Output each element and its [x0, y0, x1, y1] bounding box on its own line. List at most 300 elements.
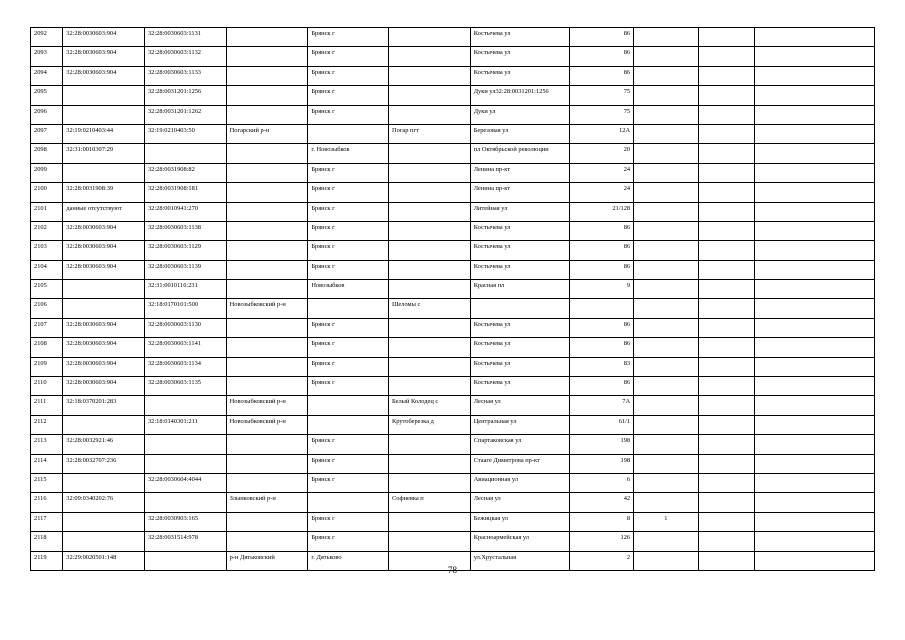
cell-row-number: 2109 — [31, 357, 63, 376]
cell-city — [308, 124, 389, 143]
cell-district — [226, 66, 308, 85]
cell-cadastral-quarter — [63, 280, 145, 299]
cell-settlement: Софиевка п — [388, 493, 470, 512]
cell-street: Центральная ул — [470, 415, 569, 434]
cell-house: 12А — [569, 124, 634, 143]
table-row — [31, 377, 875, 396]
cell-city: г. Дятьково — [308, 551, 389, 570]
cell-city: Брянск г — [308, 435, 389, 454]
cell-apartment — [698, 124, 754, 143]
cell-note — [754, 512, 875, 531]
cell-settlement — [388, 338, 470, 357]
cell-city: Брянск г — [308, 377, 389, 396]
cell-cadastral-number: 32:19:0210403:50 — [144, 124, 226, 143]
cell-district — [226, 280, 308, 299]
cell-note — [754, 183, 875, 202]
cell-cadastral-quarter: 32:28:0030603:904 — [63, 28, 145, 47]
table-row — [31, 532, 875, 551]
cell-building — [634, 473, 699, 492]
cell-house: 83 — [569, 357, 634, 376]
cell-district: р-н Дятьковский — [226, 551, 308, 570]
cell-street: Костычева ул — [470, 338, 569, 357]
table-row — [31, 435, 875, 454]
cell-apartment — [698, 299, 754, 318]
cell-house: 21/128 — [569, 202, 634, 221]
cell-house: 42 — [569, 493, 634, 512]
cell-city: Брянск г — [308, 86, 389, 105]
cell-building — [634, 435, 699, 454]
cell-district — [226, 144, 308, 163]
cell-apartment — [698, 28, 754, 47]
cell-house: 86 — [569, 241, 634, 260]
cell-city: Брянск г — [308, 454, 389, 473]
table-row — [31, 221, 875, 240]
cell-cadastral-number: 32:28:0030603:1139 — [144, 260, 226, 279]
cell-house: 86 — [569, 28, 634, 47]
cell-cadastral-quarter: 32:28:0030603:904 — [63, 66, 145, 85]
cell-house: 75 — [569, 86, 634, 105]
cell-settlement: Крутоберезка д — [388, 415, 470, 434]
cell-district — [226, 105, 308, 124]
cell-house: 24 — [569, 163, 634, 182]
table-row — [31, 105, 875, 124]
cell-cadastral-quarter: 32:28:0030603:904 — [63, 357, 145, 376]
cell-cadastral-quarter: 32:28:0030603:904 — [63, 47, 145, 66]
cell-city: Брянск г — [308, 163, 389, 182]
cell-cadastral-quarter: 32:28:0031908:39 — [63, 183, 145, 202]
cell-building — [634, 493, 699, 512]
table-row — [31, 66, 875, 85]
cell-apartment — [698, 221, 754, 240]
cell-cadastral-quarter — [63, 473, 145, 492]
cell-settlement — [388, 66, 470, 85]
cell-cadastral-number — [144, 396, 226, 415]
table-row — [31, 163, 875, 182]
cell-city: г. Новозыбков — [308, 144, 389, 163]
cell-house: 9 — [569, 280, 634, 299]
cell-city: Новозыбков — [308, 280, 389, 299]
cell-row-number: 2107 — [31, 318, 63, 337]
cell-cadastral-number: 32:28:0031201:1262 — [144, 105, 226, 124]
cell-city — [308, 415, 389, 434]
cell-note — [754, 415, 875, 434]
cell-street: Костычева ул — [470, 66, 569, 85]
cell-apartment — [698, 183, 754, 202]
cell-row-number: 2102 — [31, 221, 63, 240]
cell-district — [226, 338, 308, 357]
cell-settlement — [388, 454, 470, 473]
cell-house: 198 — [569, 454, 634, 473]
cell-building — [634, 47, 699, 66]
cell-cadastral-number: 32:28:0031908:181 — [144, 183, 226, 202]
cell-building — [634, 144, 699, 163]
cell-note — [754, 377, 875, 396]
cell-street: Костычева ул — [470, 47, 569, 66]
cell-row-number: 2105 — [31, 280, 63, 299]
cell-note — [754, 299, 875, 318]
cell-district — [226, 512, 308, 531]
cell-row-number: 2108 — [31, 338, 63, 357]
cell-street: Костычева ул — [470, 260, 569, 279]
cell-apartment — [698, 435, 754, 454]
cell-street: Литейная ул — [470, 202, 569, 221]
cell-district — [226, 532, 308, 551]
cell-cadastral-number: 32:28:0030603:1133 — [144, 66, 226, 85]
cell-building — [634, 377, 699, 396]
cell-note — [754, 28, 875, 47]
table-row — [31, 124, 875, 143]
table-body — [31, 28, 875, 571]
cell-street: пл Октябрьской революции — [470, 144, 569, 163]
cell-city — [308, 493, 389, 512]
cell-settlement — [388, 221, 470, 240]
cell-house: 198 — [569, 435, 634, 454]
cell-row-number: 2104 — [31, 260, 63, 279]
cell-apartment — [698, 163, 754, 182]
cell-district — [226, 473, 308, 492]
cell-cadastral-number: 32:28:0030603:1131 — [144, 28, 226, 47]
cell-note — [754, 493, 875, 512]
cell-district — [226, 28, 308, 47]
cell-apartment — [698, 318, 754, 337]
cell-house: 75 — [569, 105, 634, 124]
cell-district — [226, 318, 308, 337]
cell-building: 1 — [634, 512, 699, 531]
cell-cadastral-quarter — [63, 105, 145, 124]
data-table — [30, 27, 875, 571]
table-row — [31, 183, 875, 202]
cell-street: Бежицкая ул — [470, 512, 569, 531]
cell-street: Авиационная ул — [470, 473, 569, 492]
cell-apartment — [698, 454, 754, 473]
cell-row-number: 2115 — [31, 473, 63, 492]
cell-city: Брянск г — [308, 532, 389, 551]
cell-district — [226, 357, 308, 376]
cell-apartment — [698, 532, 754, 551]
cell-cadastral-quarter: 32:31:0010307:29 — [63, 144, 145, 163]
cell-note — [754, 396, 875, 415]
cell-building — [634, 299, 699, 318]
cell-settlement — [388, 532, 470, 551]
cell-settlement — [388, 86, 470, 105]
cell-apartment — [698, 144, 754, 163]
cell-settlement — [388, 241, 470, 260]
cell-building — [634, 415, 699, 434]
cell-street: Лесная ул — [470, 493, 569, 512]
cell-settlement — [388, 47, 470, 66]
cell-district — [226, 241, 308, 260]
table-row — [31, 280, 875, 299]
cell-cadastral-quarter: 32:28:0030603:904 — [63, 377, 145, 396]
cell-district — [226, 86, 308, 105]
cell-district — [226, 221, 308, 240]
cell-cadastral-number: 32:28:0030903:165 — [144, 512, 226, 531]
cell-street: Стааге Димитрова пр-кт — [470, 454, 569, 473]
cell-cadastral-number: 32:28:0030603:1130 — [144, 318, 226, 337]
cell-building — [634, 338, 699, 357]
cell-settlement: Погар пгт — [388, 124, 470, 143]
cell-street: Ленина пр-кт — [470, 183, 569, 202]
cell-district — [226, 454, 308, 473]
cell-note — [754, 338, 875, 357]
cell-cadastral-number: 32:18:0170101:500 — [144, 299, 226, 318]
cell-settlement — [388, 105, 470, 124]
cell-row-number: 2106 — [31, 299, 63, 318]
cell-building — [634, 105, 699, 124]
cell-street: Костычева ул — [470, 377, 569, 396]
cell-city: Брянск г — [308, 260, 389, 279]
cell-cadastral-quarter: 32:29:0020501:148 — [63, 551, 145, 570]
cell-cadastral-number — [144, 435, 226, 454]
cell-cadastral-quarter — [63, 299, 145, 318]
cell-settlement — [388, 28, 470, 47]
cell-settlement — [388, 280, 470, 299]
cell-building — [634, 280, 699, 299]
cell-cadastral-quarter — [63, 532, 145, 551]
cell-city: Брянск г — [308, 183, 389, 202]
cell-cadastral-quarter: 32:28:0030603:904 — [63, 338, 145, 357]
cell-cadastral-quarter — [63, 415, 145, 434]
cell-settlement — [388, 163, 470, 182]
cell-city: Брянск г — [308, 241, 389, 260]
cell-apartment — [698, 357, 754, 376]
table-row — [31, 202, 875, 221]
cell-note — [754, 357, 875, 376]
cell-note — [754, 124, 875, 143]
cell-row-number: 2111 — [31, 396, 63, 415]
cell-building — [634, 66, 699, 85]
cell-district — [226, 183, 308, 202]
cell-district — [226, 435, 308, 454]
table-row — [31, 47, 875, 66]
cell-row-number: 2103 — [31, 241, 63, 260]
cell-building — [634, 183, 699, 202]
cell-cadastral-quarter: 32:09:0340202:76 — [63, 493, 145, 512]
cell-settlement — [388, 357, 470, 376]
cell-building — [634, 124, 699, 143]
cell-street: Костычева ул — [470, 318, 569, 337]
cell-apartment — [698, 512, 754, 531]
cell-house: 20 — [569, 144, 634, 163]
cell-district: Злынковский р-н — [226, 493, 308, 512]
cell-note — [754, 202, 875, 221]
cell-city: Брянск г — [308, 221, 389, 240]
cell-city: Брянск г — [308, 47, 389, 66]
cell-district: Новозыбковский р-н — [226, 415, 308, 434]
cell-settlement — [388, 260, 470, 279]
table-row — [31, 144, 875, 163]
cell-cadastral-number: 32:28:0031908:82 — [144, 163, 226, 182]
cell-house: 61/1 — [569, 415, 634, 434]
table-row — [31, 473, 875, 492]
cell-note — [754, 473, 875, 492]
table-row — [31, 396, 875, 415]
cell-settlement — [388, 377, 470, 396]
cell-city: Брянск г — [308, 28, 389, 47]
cell-cadastral-quarter: 32:28:0030603:904 — [63, 318, 145, 337]
table-row — [31, 493, 875, 512]
cell-street: Красная пл — [470, 280, 569, 299]
cell-note — [754, 241, 875, 260]
cell-settlement — [388, 183, 470, 202]
cell-street: Спартаковская ул — [470, 435, 569, 454]
cell-street: Костычева ул — [470, 28, 569, 47]
cell-city: Брянск г — [308, 512, 389, 531]
cell-district: Новозыбковский р-н — [226, 299, 308, 318]
cell-city: Брянск г — [308, 357, 389, 376]
cell-street: Ленина пр-кт — [470, 163, 569, 182]
cell-city — [308, 299, 389, 318]
cell-building — [634, 357, 699, 376]
cell-city — [308, 396, 389, 415]
cell-building — [634, 532, 699, 551]
cell-apartment — [698, 105, 754, 124]
cell-note — [754, 163, 875, 182]
cell-apartment — [698, 396, 754, 415]
cell-street: Дуки ул — [470, 105, 569, 124]
cell-apartment — [698, 260, 754, 279]
cell-note — [754, 86, 875, 105]
table-row — [31, 512, 875, 531]
cell-street — [470, 299, 569, 318]
cell-cadastral-quarter: данные отсутствуют — [63, 202, 145, 221]
cell-city: Брянск г — [308, 105, 389, 124]
cell-building — [634, 318, 699, 337]
cell-cadastral-number: 32:28:0030603:1134 — [144, 357, 226, 376]
cell-street: Лесная ул — [470, 396, 569, 415]
table-row — [31, 241, 875, 260]
cell-city: Брянск г — [308, 338, 389, 357]
cell-cadastral-quarter — [63, 86, 145, 105]
cell-house: 6 — [569, 473, 634, 492]
cell-district: Погарский р-н — [226, 124, 308, 143]
cell-house: 86 — [569, 338, 634, 357]
page-number: 78 — [448, 565, 457, 575]
cell-house: 86 — [569, 66, 634, 85]
cell-house: 7А — [569, 396, 634, 415]
cell-house — [569, 299, 634, 318]
cell-building — [634, 202, 699, 221]
cell-street: Костычева ул — [470, 241, 569, 260]
cell-district — [226, 47, 308, 66]
cell-row-number: 2119 — [31, 551, 63, 570]
cell-house: 126 — [569, 532, 634, 551]
cell-note — [754, 318, 875, 337]
table-row — [31, 299, 875, 318]
cell-note — [754, 260, 875, 279]
cell-row-number: 2100 — [31, 183, 63, 202]
cell-cadastral-number: 32:28:0030603:1129 — [144, 241, 226, 260]
cell-district — [226, 163, 308, 182]
cell-note — [754, 144, 875, 163]
cell-apartment — [698, 202, 754, 221]
cell-building — [634, 221, 699, 240]
cell-note — [754, 66, 875, 85]
cell-cadastral-number: 32:28:0010941:270 — [144, 202, 226, 221]
cell-district — [226, 377, 308, 396]
cell-house: 86 — [569, 260, 634, 279]
cell-settlement — [388, 318, 470, 337]
cell-city: Брянск г — [308, 473, 389, 492]
cell-cadastral-quarter: 32:28:0030603:904 — [63, 260, 145, 279]
cell-district: Новозыбковский р-н — [226, 396, 308, 415]
cell-settlement: Белый Колодец с — [388, 396, 470, 415]
cell-house: 8 — [569, 512, 634, 531]
cell-street: Красноармейская ул — [470, 532, 569, 551]
cell-row-number: 2117 — [31, 512, 63, 531]
cell-street: ул.Хрустальная — [470, 551, 569, 570]
table-row — [31, 357, 875, 376]
cell-cadastral-quarter — [63, 163, 145, 182]
table-row — [31, 86, 875, 105]
cell-row-number: 2099 — [31, 163, 63, 182]
cell-cadastral-number — [144, 144, 226, 163]
cell-apartment — [698, 493, 754, 512]
cell-house: 24 — [569, 183, 634, 202]
cell-cadastral-quarter: 32:19:0210403:44 — [63, 124, 145, 143]
cell-row-number: 2101 — [31, 202, 63, 221]
cell-cadastral-number: 32:28:0030603:1141 — [144, 338, 226, 357]
cell-note — [754, 221, 875, 240]
cell-cadastral-quarter — [63, 512, 145, 531]
cell-cadastral-quarter: 32:28:0032707:236 — [63, 454, 145, 473]
cell-settlement: Шеломы с — [388, 299, 470, 318]
table-row — [31, 260, 875, 279]
cell-district — [226, 202, 308, 221]
cell-note — [754, 105, 875, 124]
cell-city: Брянск г — [308, 202, 389, 221]
cell-house: 86 — [569, 318, 634, 337]
cell-row-number: 2098 — [31, 144, 63, 163]
cell-apartment — [698, 280, 754, 299]
cell-row-number: 2093 — [31, 47, 63, 66]
cell-cadastral-number: 32:18:0140301:211 — [144, 415, 226, 434]
cell-cadastral-number: 32:28:0030604:4044 — [144, 473, 226, 492]
table-row — [31, 454, 875, 473]
cell-cadastral-number — [144, 493, 226, 512]
cell-building — [634, 260, 699, 279]
cell-building — [634, 86, 699, 105]
cell-cadastral-quarter: 32:28:0030603:904 — [63, 221, 145, 240]
cell-note — [754, 454, 875, 473]
cell-row-number: 2096 — [31, 105, 63, 124]
cell-note — [754, 532, 875, 551]
cell-apartment — [698, 86, 754, 105]
cell-building — [634, 454, 699, 473]
cell-apartment — [698, 241, 754, 260]
cell-row-number: 2118 — [31, 532, 63, 551]
cell-house: 2 — [569, 551, 634, 570]
cell-cadastral-quarter: 32:18:0370201:283 — [63, 396, 145, 415]
cell-house: 86 — [569, 221, 634, 240]
cell-row-number: 2095 — [31, 86, 63, 105]
cell-note — [754, 435, 875, 454]
cell-street: Костычева ул — [470, 357, 569, 376]
table-row — [31, 318, 875, 337]
cell-settlement — [388, 473, 470, 492]
cell-settlement — [388, 512, 470, 531]
cell-row-number: 2092 — [31, 28, 63, 47]
cell-row-number: 2112 — [31, 415, 63, 434]
cell-settlement — [388, 202, 470, 221]
cell-cadastral-number: 32:28:0031201:1256 — [144, 86, 226, 105]
cell-building — [634, 163, 699, 182]
cell-row-number: 2110 — [31, 377, 63, 396]
cell-row-number: 2094 — [31, 66, 63, 85]
table-row — [31, 415, 875, 434]
cell-building — [634, 396, 699, 415]
cell-apartment — [698, 473, 754, 492]
